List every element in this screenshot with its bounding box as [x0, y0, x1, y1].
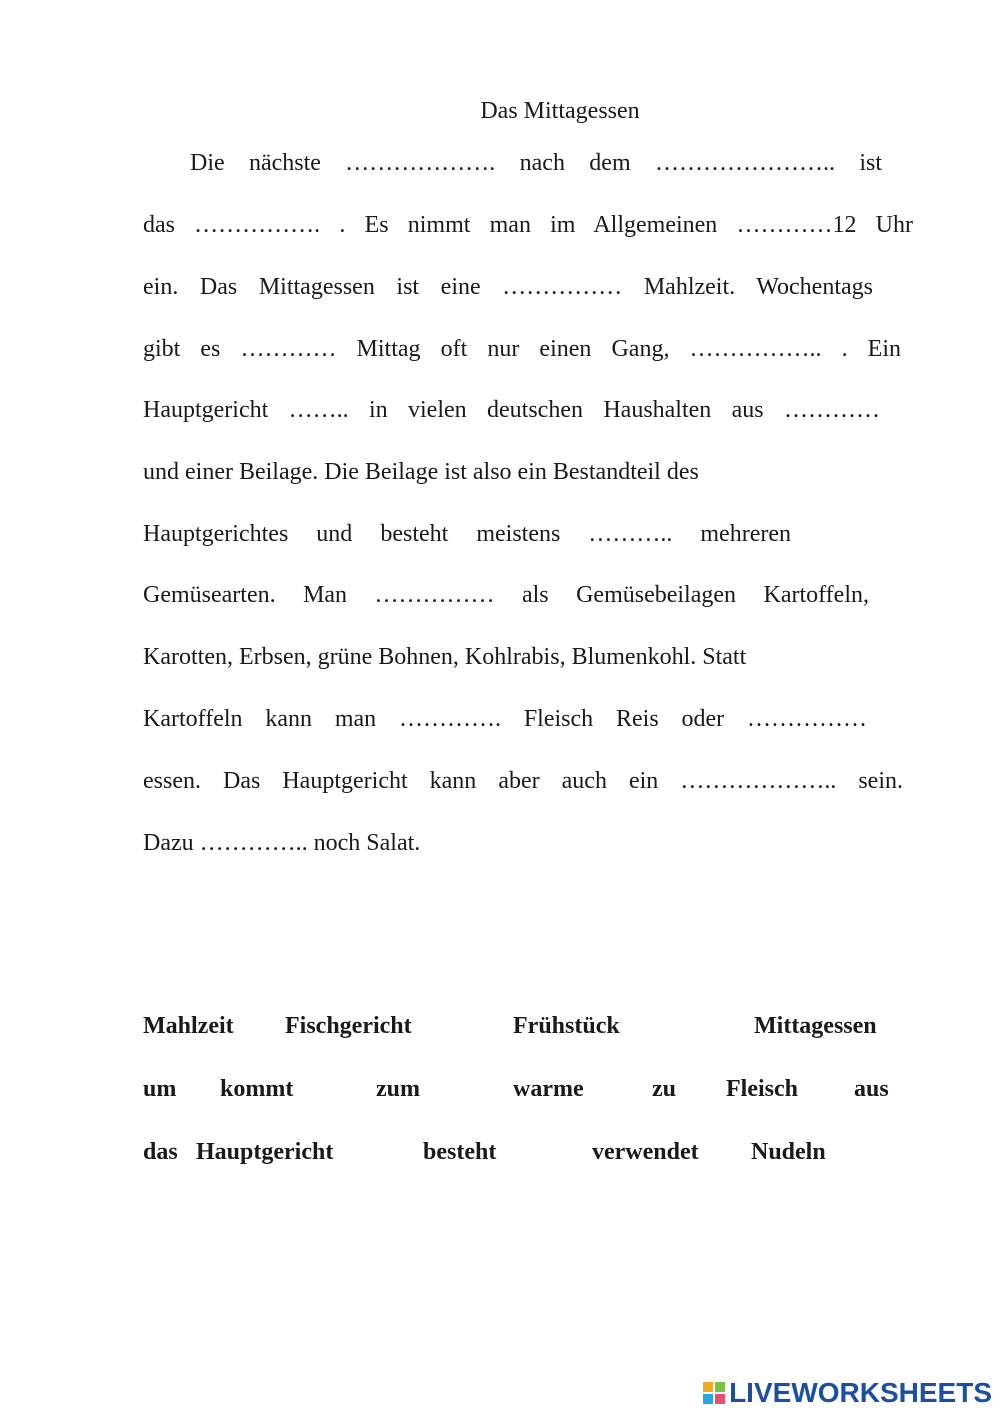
page-title: Das Mittagessen — [480, 98, 640, 124]
word-bank-item: Mahlzeit — [143, 1013, 234, 1039]
word-bank-item: Fleisch — [726, 1076, 798, 1102]
text-line-8: Gemüsearten. Man …………… als Gemüsebeilagen Kartoffeln, — [143, 582, 869, 608]
text-line-10: Kartoffeln kann man …………. Fleisch Reis oder …………… — [143, 706, 867, 732]
logo-text: LIVEWORKSHEETS — [729, 1377, 992, 1408]
word-bank-item: Frühstück — [513, 1013, 620, 1039]
text-line-1: Die nächste ………………. nach dem ………………….. ist — [190, 150, 882, 176]
word-bank-item: warme — [513, 1076, 584, 1102]
word-bank-item: zum — [376, 1076, 420, 1102]
text-line-7: Hauptgerichtes und besteht meistens ……….. mehreren — [143, 521, 791, 547]
word-bank-item: Fischgericht — [285, 1013, 412, 1039]
word-bank-item: Mittagessen — [754, 1013, 877, 1039]
word-bank-item: das — [143, 1139, 178, 1165]
text-line-4: gibt es ………… Mittag oft nur einen Gang, …………….. . Ein — [143, 336, 901, 362]
text-line-11: essen. Das Hauptgericht kann aber auch ein ……………….. sein. — [143, 768, 903, 794]
word-bank-item: besteht — [423, 1139, 497, 1165]
text-line-3: ein. Das Mittagessen ist eine …………… Mahlzeit. Wochentags — [143, 274, 873, 300]
word-bank-item: um — [143, 1076, 177, 1102]
text-line-5: Hauptgericht …….. in vielen deutschen Haushalten aus ………… — [143, 397, 880, 423]
text-line-12: Dazu ………….. noch Salat. — [143, 830, 421, 856]
word-bank-item: kommt — [220, 1076, 294, 1102]
word-bank-item: zu — [652, 1076, 676, 1102]
text-line-9: Karotten, Erbsen, grüne Bohnen, Kohlrabis, Blumenkohl. Statt — [143, 644, 747, 670]
logo-mark-icon — [703, 1382, 725, 1404]
word-bank-item: Nudeln — [751, 1139, 826, 1165]
liveworksheets-logo — [703, 1377, 992, 1409]
word-bank-item: Hauptgericht — [196, 1139, 334, 1165]
word-bank-item: verwendet — [592, 1139, 699, 1165]
word-bank-item: aus — [854, 1076, 889, 1102]
text-line-6: und einer Beilage. Die Beilage ist also ein Bestandteil des — [143, 459, 699, 485]
text-line-2: das ……………. . Es nimmt man im Allgemeinen …………12 Uhr — [143, 212, 913, 238]
